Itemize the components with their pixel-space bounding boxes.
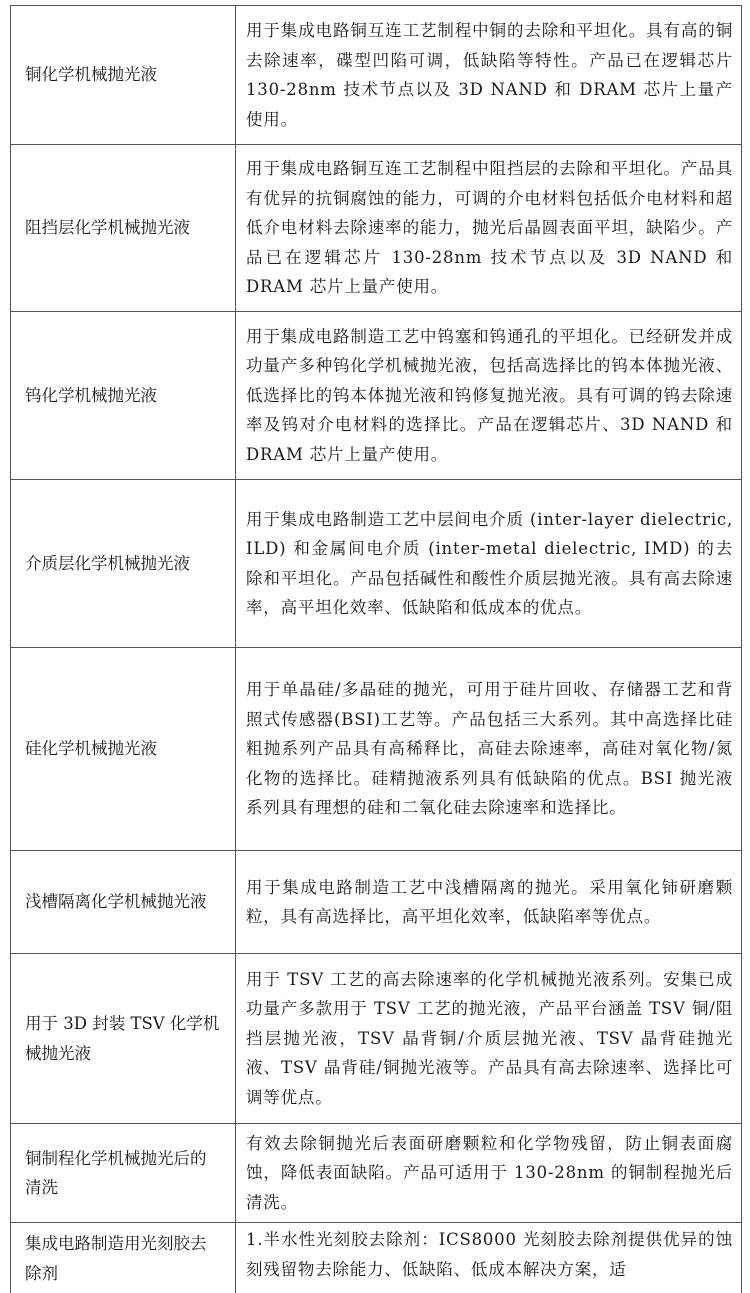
product-name: 硅化学机械抛光液 <box>11 648 236 851</box>
table-row <box>11 851 742 954</box>
product-description: 1.半水性光刻胶去除剂：ICS8000 光刻胶去除剂提供优异的蚀刻残留物去除能力、低缺陷、低成本解决方案，适 <box>236 1223 742 1293</box>
product-name: 浅槽隔离化学机械抛光液 <box>11 851 236 954</box>
table-row <box>11 954 742 1124</box>
product-description: 用于单晶硅/多晶硅的抛光，可用于硅片回收、存储器工艺和背照式传感器(BSI)工艺等。产品包括三大系列。其中高选择比硅粗抛系列产品具有高稀释比，高硅去除速率，高硅对氧化物/氮化物的选择比。硅精抛液系列具有低缺陷的优点。BSI 抛光液系列具有理想的硅和二氧化硅去除速率和选择比。 <box>236 648 742 851</box>
product-name: 铜化学机械抛光液 <box>11 6 236 145</box>
table-row <box>11 312 742 480</box>
product-description: 用于集成电路制造工艺中浅槽隔离的抛光。采用氧化铈研磨颗粒，具有高选择比，高平坦化效率，低缺陷率等优点。 <box>236 851 742 954</box>
product-name: 介质层化学机械抛光液 <box>11 480 236 648</box>
product-name: 用于 3D 封装 TSV 化学机械抛光液 <box>11 954 236 1124</box>
product-description: 用于集成电路铜互连工艺制程中阻挡层的去除和平坦化。产品具有优异的抗铜腐蚀的能力，可调的介电材料包括低介电材料和超低介电材料去除速率的能力，抛光后晶圆表面平坦，缺陷少。产品已在逻辑芯片 130-28nm 技术节点以及 3D NAND 和 DRAM 芯片上量产使用。 <box>236 145 742 312</box>
product-name: 集成电路制造用光刻胶去除剂 <box>11 1223 236 1293</box>
table-row <box>11 145 742 312</box>
product-description: 用于集成电路铜互连工艺制程中铜的去除和平坦化。具有高的铜去除速率，碟型凹陷可调，低缺陷等特性。产品已在逻辑芯片 130-28nm 技术节点以及 3D NAND 和 DRAM 芯片上量产使用。 <box>236 6 742 145</box>
table-row <box>11 1223 742 1293</box>
table-row <box>11 1124 742 1223</box>
table-row <box>11 6 742 145</box>
product-name: 阻挡层化学机械抛光液 <box>11 145 236 312</box>
product-description: 用于集成电路制造工艺中层间电介质 (inter-layer dielectric, ILD) 和金属间电介质 (inter-metal dielectric, IMD) 的去除和平坦化。产品包括碱性和酸性介质层抛光液。具有高去除速率，高平坦化效率、低缺陷和低成本的优点。 <box>236 480 742 648</box>
product-description: 有效去除铜抛光后表面研磨颗粒和化学物残留，防止铜表面腐蚀，降低表面缺陷。产品可适用于 130-28nm 的铜制程抛光后清洗。 <box>236 1124 742 1223</box>
table-row <box>11 480 742 648</box>
product-table <box>10 5 742 1293</box>
product-description: 用于 TSV 工艺的高去除速率的化学机械抛光液系列。安集已成功量产多款用于 TSV 工艺的抛光液，产品平台涵盖 TSV 铜/阻挡层抛光液，TSV 晶背铜/介质层抛光液、TSV 晶背硅抛光液、TSV 晶背硅/铜抛光液等。产品具有高去除速率、选择比可调等优点。 <box>236 954 742 1124</box>
product-name: 铜制程化学机械抛光后的清洗 <box>11 1124 236 1223</box>
product-name: 钨化学机械抛光液 <box>11 312 236 480</box>
table-row <box>11 648 742 851</box>
product-description: 用于集成电路制造工艺中钨塞和钨通孔的平坦化。已经研发并成功量产多种钨化学机械抛光液，包括高选择比的钨本体抛光液、低选择比的钨本体抛光液和钨修复抛光液。具有可调的钨去除速率及钨对介电材料的选择比。产品在逻辑芯片、3D NAND 和 DRAM 芯片上量产使用。 <box>236 312 742 480</box>
